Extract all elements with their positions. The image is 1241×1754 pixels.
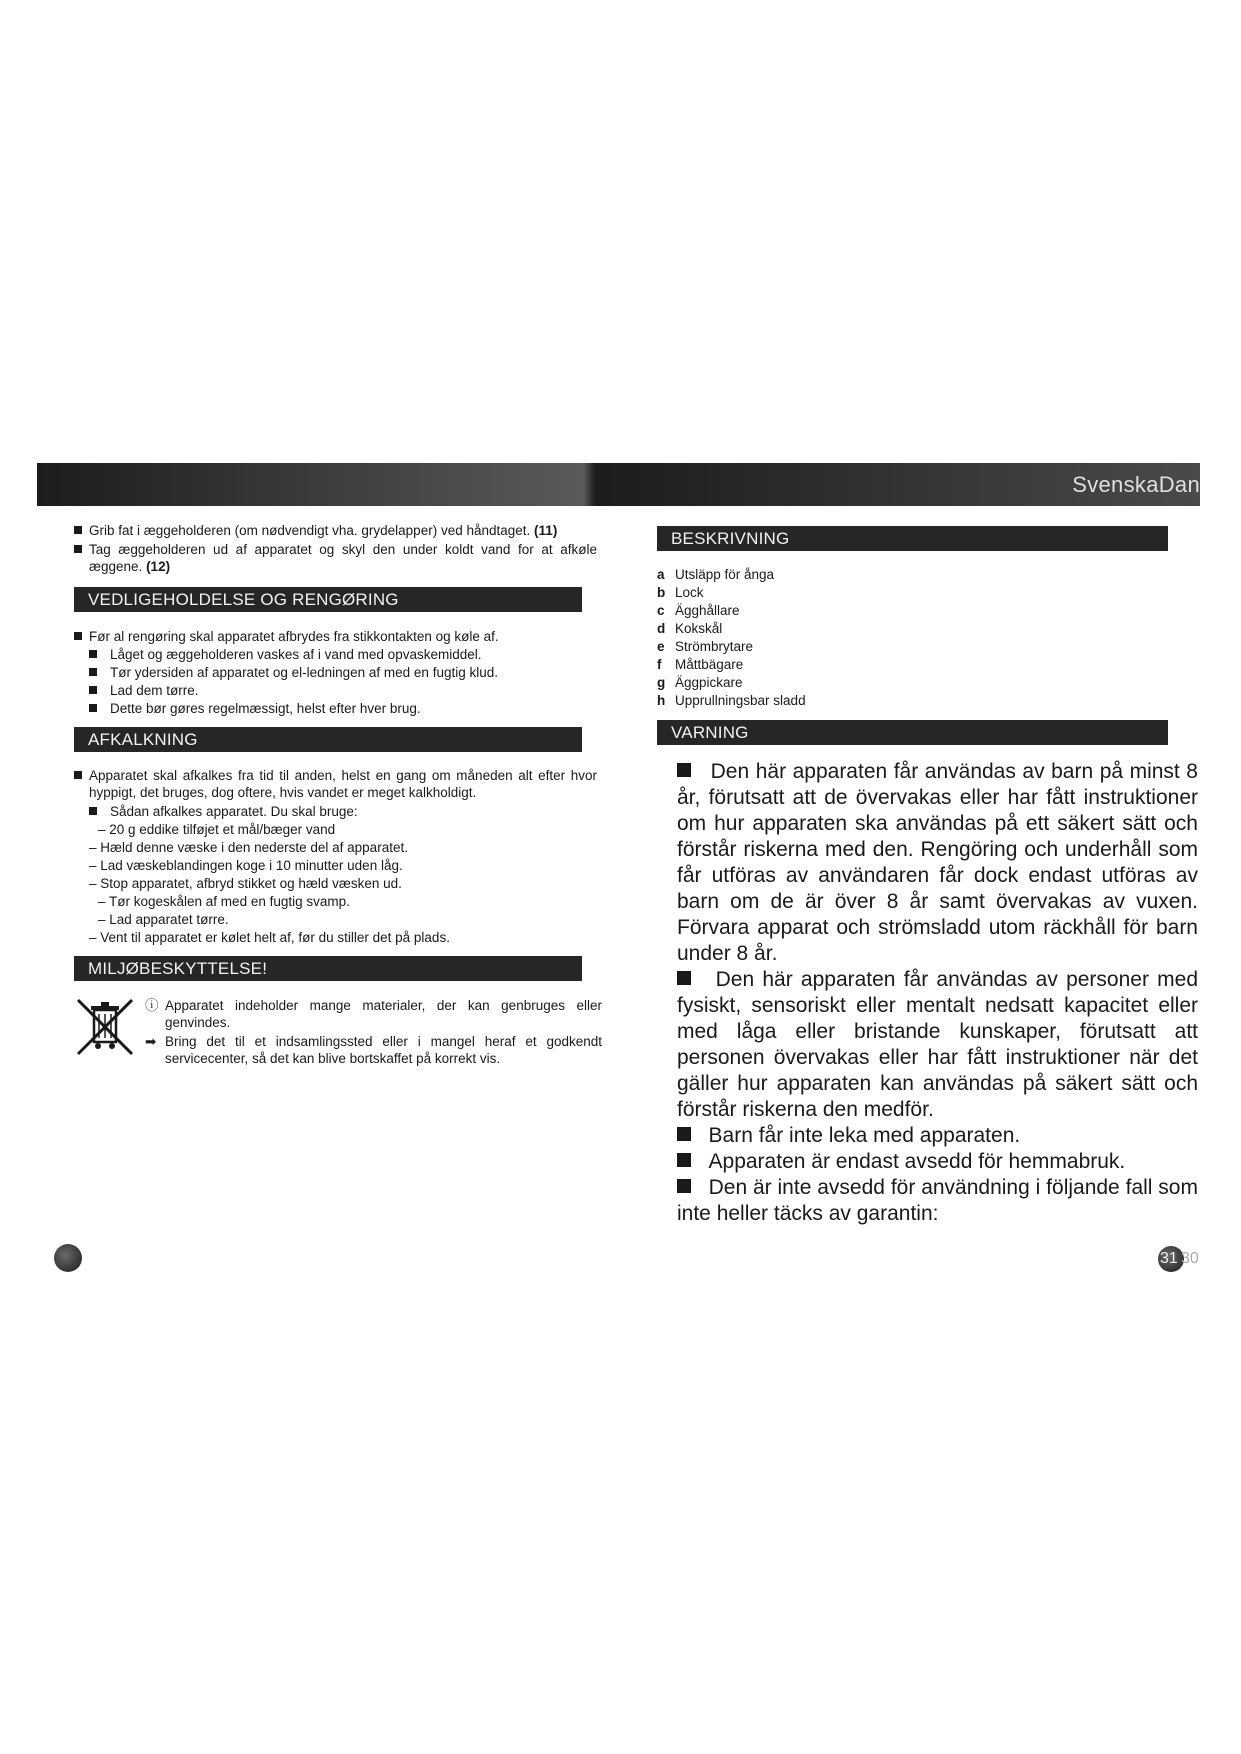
section-header-miljo: MILJØBESKYTTELSE! bbox=[74, 956, 582, 981]
section-line: – Tør kogeskålen af med en fugtig svamp. bbox=[98, 894, 350, 909]
section-header-afkalkning: AFKALKNING bbox=[74, 727, 582, 752]
page-marker-left bbox=[54, 1244, 82, 1272]
warning-paragraph-2: Den här apparaten får användas av personer med fysiskt, sensoriskt eller mentalt nedsatt kapacitet eller med låga eller bristande kunskaper, förutsatt att personen övervakas eller har fått instruktioner när det gäller hur apparaten kan användas på säkert sätt och förstår riskerna den medför. bbox=[677, 968, 1199, 1121]
warning-paragraph-4: Apparaten är endast avsedd för hemmabruk. bbox=[677, 1149, 1198, 1175]
warning-paragraph-1: Den här apparaten får användas av barn på minst 8 år, förutsatt att de övervakas eller har fått instruktioner om hur apparaten ska användas på ett säkert sätt och förstår riskerna med den. Rengöring och underhåll som får utföras av användaren får dock endast utföras av barn om de är över 8 år samt övervakas av vuxen. Förvara apparat och strömsladd utom räckhåll för barn under 8 år. bbox=[677, 760, 1198, 965]
brand-label: SvenskaDan bbox=[1072, 472, 1200, 497]
bullet-square-icon bbox=[89, 686, 97, 694]
bullet-square-icon bbox=[677, 971, 691, 985]
desc-item: f Måttbägare bbox=[657, 657, 744, 672]
section-line: Sådan afkalkes apparatet. Du skal bruge: bbox=[89, 803, 358, 820]
arrow-icon: ➡ bbox=[145, 1034, 157, 1049]
section-header-beskrivning: BESKRIVNING bbox=[657, 526, 1168, 551]
bullet-square-icon bbox=[89, 807, 97, 815]
desc-item: c Ägghållare bbox=[657, 603, 740, 618]
section-line: – Vent til apparatet er kølet helt af, før du stiller det på plads. bbox=[89, 930, 450, 945]
bullet-square-icon bbox=[89, 650, 97, 658]
header-bar bbox=[37, 463, 1200, 506]
warning-paragraph-3: Barn får inte leka med apparaten. bbox=[677, 1123, 1198, 1149]
weee-bin-icon bbox=[74, 996, 136, 1058]
desc-item: h Upprullningsbar sladd bbox=[657, 693, 806, 708]
desc-item: e Strömbrytare bbox=[657, 639, 754, 654]
environment-line-1: ⓘ Apparatet indeholder mange materialer, der kan genbruges eller genvindes. bbox=[145, 998, 602, 1030]
warning-paragraph-5: Den är inte avsedd för användning i följande fall som inte heller täcks av garantin: bbox=[677, 1176, 1198, 1225]
info-icon: ⓘ bbox=[145, 998, 159, 1013]
desc-item: b Lock bbox=[657, 585, 704, 600]
environment-line-2: ➡ Bring det til et indsamlingssted eller i mangel heraf et godkendt servicecenter, så det kan blive bortskaffet på korrekt vis. bbox=[145, 1034, 602, 1066]
bullet-square-icon bbox=[74, 632, 82, 640]
intro-bullet-1: Grib fat i æggeholderen (om nødvendigt vha. grydelapper) ved håndtaget. (11) bbox=[74, 522, 584, 539]
desc-item: d Kokskål bbox=[657, 621, 723, 636]
section-line: Låget og æggeholderen vaskes af i vand med opvaskemiddel. bbox=[89, 646, 482, 663]
section-line: Lad dem tørre. bbox=[89, 682, 199, 699]
bullet-square-icon bbox=[74, 771, 82, 779]
section-line: – 20 g eddike tilføjet et mål/bæger vand bbox=[98, 822, 336, 837]
page-number-b: 30 bbox=[1181, 1250, 1199, 1267]
section-header-varning: VARNING bbox=[657, 720, 1168, 745]
section-line: Tør ydersiden af apparatet og el-ledningen af med en fugtig klud. bbox=[89, 664, 498, 681]
intro-bullet-2: Tag æggeholderen ud af apparatet og skyl den under koldt vand for at afkøle æggene. (12) bbox=[74, 541, 597, 575]
section-line: – Stop apparatet, afbryd stikket og hæld væsken ud. bbox=[89, 876, 402, 891]
bullet-square-icon bbox=[677, 763, 691, 777]
bullet-square-icon bbox=[74, 545, 82, 553]
desc-item: g Äggpickare bbox=[657, 675, 743, 690]
bullet-square-icon bbox=[89, 668, 97, 676]
bullet-square-icon bbox=[677, 1127, 691, 1141]
bullet-square-icon bbox=[89, 704, 97, 712]
bullet-square-icon bbox=[74, 526, 82, 534]
section-line: Dette bør gøres regelmæssigt, helst efter hver brug. bbox=[89, 700, 421, 717]
page-number-a: 31 bbox=[1160, 1250, 1178, 1267]
desc-item: a Utsläpp för ånga bbox=[657, 567, 775, 582]
section-line: – Lad apparatet tørre. bbox=[98, 912, 229, 927]
bullet-square-icon bbox=[677, 1153, 691, 1167]
section-header-vedligeholdelse: VEDLIGEHOLDELSE OG RENGØRING bbox=[74, 587, 582, 612]
bullet-square-icon bbox=[677, 1179, 691, 1193]
section-line: – Hæld denne væske i den nederste del af apparatet. bbox=[89, 840, 408, 855]
section-line: Før al rengøring skal apparatet afbrydes fra stikkontakten og køle af. bbox=[74, 628, 499, 645]
section-line: – Lad væskeblandingen koge i 10 minutter uden låg. bbox=[89, 858, 403, 873]
section-line: Apparatet skal afkalkes fra tid til anden, helst en gang om måneden alt efter hvor hyppigt, det bruges, dog oftere, hvis vandet er meget kalkholdigt. bbox=[74, 767, 597, 801]
